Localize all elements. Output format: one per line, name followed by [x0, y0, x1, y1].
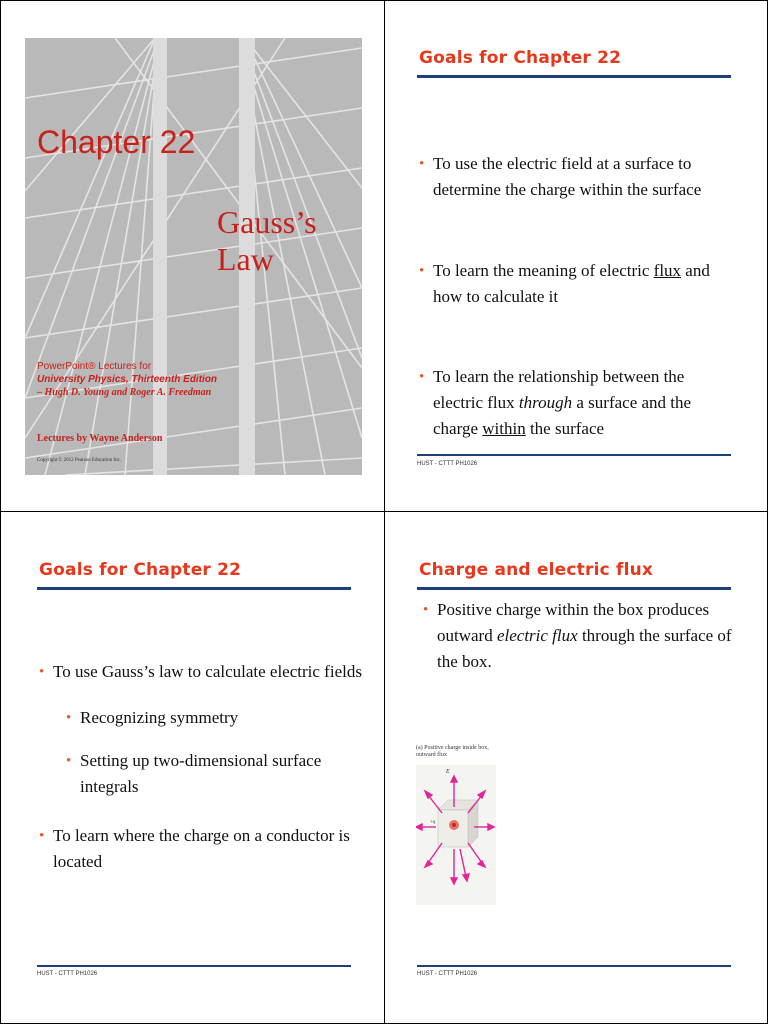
- flux-footer-rule: [417, 965, 731, 967]
- goals1-footer-rule: [417, 454, 731, 456]
- goals2-bullet-1-text: To use Gauss’s law to calculate electric fields: [53, 662, 362, 681]
- flux-figure: [416, 745, 496, 910]
- bullet-dot-icon: •: [423, 602, 429, 618]
- bullet-dot-icon: •: [39, 664, 45, 680]
- goals1-bullet-2: [419, 258, 738, 310]
- bullet-dot-icon: •: [419, 156, 425, 172]
- flux-figure-q-label: +q: [430, 820, 436, 825]
- goals2-bullet-2: [39, 823, 373, 875]
- flux-footer: HUST - CTTT PH1026: [417, 971, 478, 977]
- horizontal-divider: [0, 511, 768, 512]
- goals1-title-rule: [417, 75, 731, 78]
- flux-bullet-1-text-italic: electric flux: [496, 626, 578, 645]
- goals2-subbullet-1: [66, 705, 360, 731]
- goals1-bullet-3-text-italic: through: [518, 393, 573, 412]
- bullet-dot-icon: •: [66, 753, 72, 769]
- goals1-bullet-3-text-underlined: within: [482, 419, 526, 438]
- bullet-dot-icon: •: [66, 710, 72, 726]
- goals2-subbullet-1-text: Recognizing symmetry: [80, 708, 239, 727]
- bullet-dot-icon: •: [419, 263, 425, 279]
- flux-bullet-1: [423, 597, 737, 675]
- goals2-bullet-1: [39, 659, 363, 685]
- cover-title: Chapter 22: [37, 124, 196, 160]
- flux-bullet-1-text-a: Positive charge within the box produces outward: [437, 600, 710, 645]
- cover-slide: [25, 38, 362, 475]
- flux-box-diagram: [416, 765, 496, 905]
- cover-copyright: Copyright © 2012 Pearson Education Inc.: [37, 458, 122, 463]
- goals1-bullet-3: [419, 364, 738, 442]
- cover-book-title: University Physics, Thirteenth Edition: [37, 374, 218, 385]
- cover-subtitle: Gauss’s Law: [217, 204, 317, 277]
- goals2-bullet-2-text: To learn where the charge on a conductor is located: [53, 826, 350, 871]
- goals2-subbullet-2-text: Setting up two-dimensional surface integrals: [80, 751, 322, 796]
- goals1-title: Goals for Chapter 22: [419, 48, 622, 68]
- page-border-left: [0, 0, 1, 1024]
- cover-lectures-credit: [37, 360, 217, 399]
- bullet-dot-icon: •: [39, 828, 45, 844]
- goals1-bullet-3-text-b: a surface and the charge: [433, 393, 692, 438]
- flux-bullet-1-text-b: through the surface of the box.: [437, 626, 732, 671]
- vertical-divider: [384, 0, 385, 1024]
- cover-lectures-by: Lectures by Wayne Anderson: [37, 433, 163, 444]
- bullet-dot-icon: •: [419, 369, 425, 385]
- cover-authors: – Hugh D. Young and Roger A. Freedman: [37, 387, 212, 398]
- flux-figure-caption: [416, 745, 496, 759]
- goals2-title: Goals for Chapter 22: [39, 560, 242, 580]
- goals1-bullet-2-text-underlined: flux: [653, 261, 682, 280]
- flux-title-rule: [417, 587, 731, 590]
- goals1-bullet-1: [419, 151, 738, 203]
- goals2-footer: HUST - CTTT PH1026: [37, 971, 98, 977]
- goals1-bullet-3-text-c: the surface: [525, 419, 605, 438]
- goals2-subbullet-2: [66, 748, 370, 800]
- goals1-bullet-2-text-b: and how to calculate it: [433, 261, 710, 306]
- goals2-footer-rule: [37, 965, 351, 967]
- flux-figure-e-label: E: [446, 769, 450, 775]
- goals2-title-rule: [37, 587, 351, 590]
- flux-figure-caption-line2: outward flux: [416, 752, 447, 758]
- goals1-bullet-3-text-a: To learn the relationship between the electric flux: [433, 367, 685, 412]
- flux-title: Charge and electric flux: [419, 560, 654, 580]
- cover-lectures-line1: PowerPoint® Lectures for: [37, 361, 152, 372]
- goals1-footer: HUST - CTTT PH1026: [417, 461, 478, 467]
- flux-figure-caption-line1: (a) Positive charge inside box,: [416, 745, 489, 751]
- goals1-bullet-2-text-a: To learn the meaning of electric: [433, 261, 654, 280]
- goals1-bullet-1-text: To use the electric field at a surface to determine the charge within the surface: [433, 154, 702, 199]
